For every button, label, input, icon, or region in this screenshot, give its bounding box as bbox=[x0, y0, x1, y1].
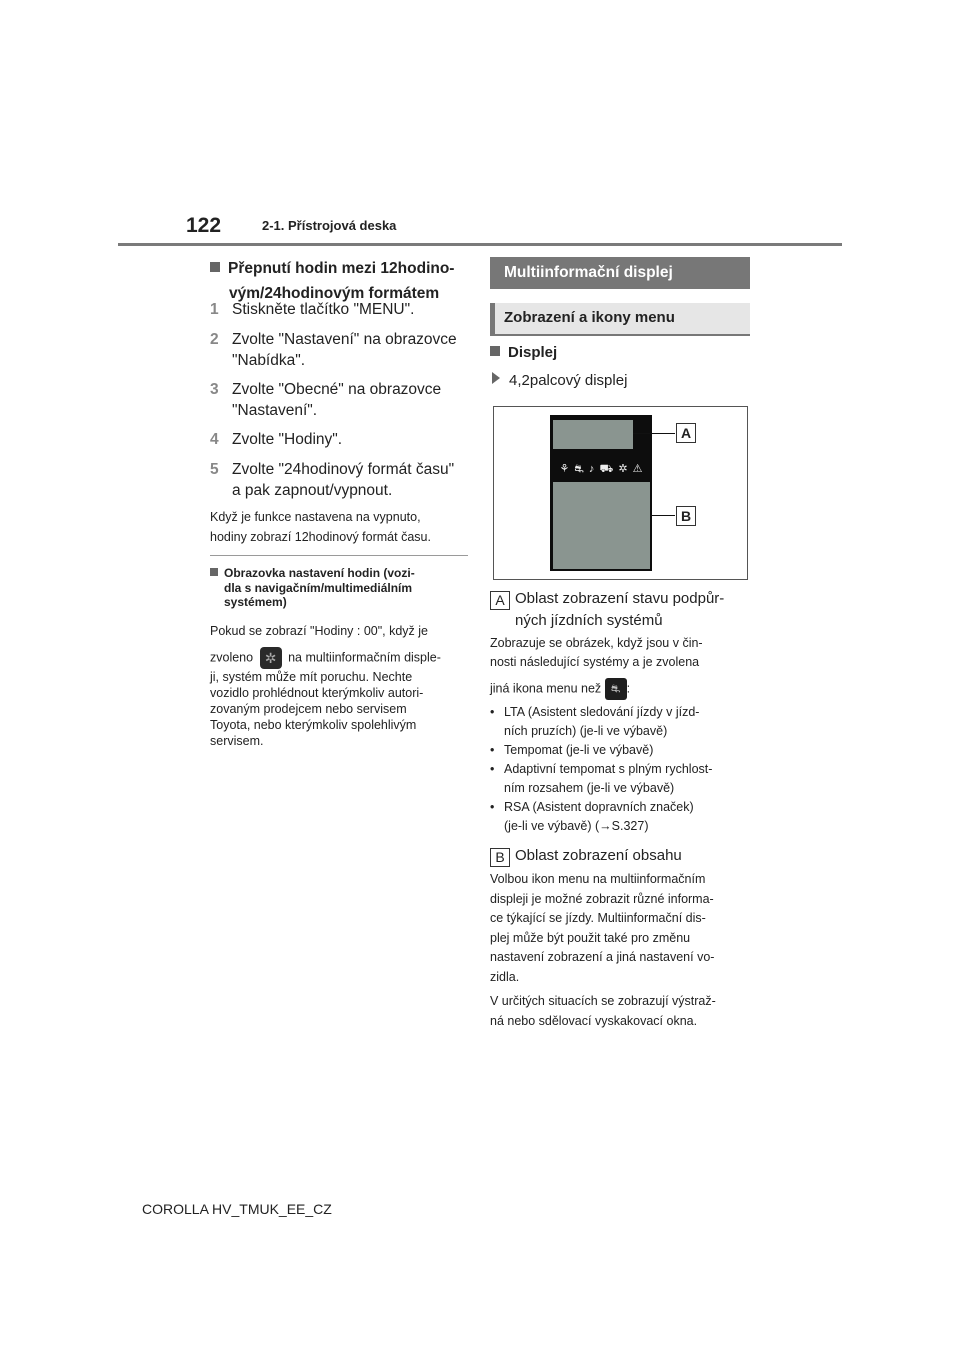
square-bullet-icon bbox=[210, 568, 218, 576]
callout-b: B bbox=[676, 506, 696, 526]
a-title bbox=[490, 588, 750, 631]
step-5 bbox=[210, 459, 468, 501]
step-text: Zvolte "Nastavení" na obrazovce bbox=[232, 331, 457, 348]
subsection-banner: Zobrazení a ikony menu bbox=[490, 303, 750, 336]
section-title: 2-1. Přístrojová deska bbox=[262, 218, 397, 233]
step-1 bbox=[210, 299, 468, 320]
body-line bbox=[210, 647, 468, 669]
b-desc-line: zidla. bbox=[490, 969, 520, 984]
left-heading-line: vým/24hodinovým formátem bbox=[229, 285, 440, 302]
b-desc-line: ce týkající se jízdy. Multiinformační dis- bbox=[490, 911, 706, 925]
body-text: zvoleno bbox=[210, 650, 254, 665]
step-text-cont: "Nabídka". bbox=[232, 352, 306, 369]
left-note bbox=[210, 508, 468, 547]
list-item: • RSA (Asistent dopravních značek) (je-li ve výbavě) (→S.327) bbox=[490, 798, 750, 836]
label-b: B bbox=[490, 848, 510, 867]
b-desc-line: Volbou ikon menu na multiinformačním bbox=[490, 872, 706, 886]
step-text: Stiskněte tlačítko "MENU". bbox=[232, 301, 415, 318]
right-heading-text: Displej bbox=[508, 344, 558, 361]
step-number: 3 bbox=[210, 381, 219, 398]
step-number: 2 bbox=[210, 331, 219, 348]
a-desc-text: jiná ikona menu než bbox=[490, 681, 602, 696]
a-title-line: Oblast zobrazení stavu podpůr- bbox=[515, 590, 725, 607]
right-subhead-text: 4,2palcový displej bbox=[509, 372, 628, 389]
step-number: 1 bbox=[210, 301, 219, 318]
subheading-line: Obrazovka nastavení hodin (vozi- bbox=[224, 566, 415, 580]
triangle-bullet-icon bbox=[492, 372, 500, 384]
subheading-line: systémem) bbox=[224, 595, 287, 609]
right-heading bbox=[490, 343, 750, 363]
note-line: hodiny zobrazí 12hodinový formát času. bbox=[210, 529, 431, 544]
step-2 bbox=[210, 329, 468, 371]
list-item: • Adaptivní tempomat s plným rychlost- ním rozsahem (je-li ve výbavě) bbox=[490, 760, 750, 798]
a-desc bbox=[490, 634, 750, 700]
a-list bbox=[490, 703, 750, 836]
a-desc-line: nosti následující systémy a je zvolena bbox=[490, 655, 700, 669]
header-rule bbox=[118, 243, 842, 246]
body-line: zovaným prodejcem nebo servisem bbox=[210, 702, 407, 716]
body-line: servisem. bbox=[210, 734, 264, 748]
b-desc2 bbox=[490, 992, 750, 1031]
driving-assist-icon: ⛐ bbox=[605, 678, 627, 700]
display-area-b bbox=[553, 482, 650, 569]
left-heading-line: Přepnutí hodin mezi 12hodino- bbox=[228, 260, 455, 277]
b-desc-line: plej může být použit také pro změnu bbox=[490, 930, 691, 945]
step-text: Zvolte "24hodinový formát času" bbox=[232, 461, 455, 478]
list-item: • Tempomat (je-li ve výbavě) bbox=[490, 741, 750, 760]
b-desc-line: nastavení zobrazení a jiná nastavení vo- bbox=[490, 950, 715, 964]
footer-model-code: COROLLA HV_TMUK_EE_CZ bbox=[142, 1201, 332, 1217]
b-desc-line: ná nebo sdělovací vyskakovací okna. bbox=[490, 1013, 698, 1028]
display-area-a bbox=[553, 420, 633, 449]
a-desc-line: Zobrazuje se obrázek, když jsou v čin- bbox=[490, 636, 703, 650]
a-desc-line bbox=[490, 678, 750, 700]
b-title bbox=[490, 845, 750, 867]
left-subheading bbox=[210, 566, 468, 610]
body-line: Toyota, nebo kterýmkoliv spolehlivým bbox=[210, 718, 417, 732]
menu-icon-strip: ⚘ ⛐ ♪ ⛟ ✲ ⚠ bbox=[559, 463, 644, 475]
left-divider bbox=[210, 555, 468, 556]
step-text: Zvolte "Obecné" na obrazovce bbox=[232, 381, 442, 398]
step-text: Zvolte "Hodiny". bbox=[232, 431, 343, 448]
body-text: na multiinformačním disple- bbox=[288, 650, 441, 665]
step-text-cont: a pak zapnout/vypnout. bbox=[232, 482, 393, 499]
right-subhead bbox=[490, 371, 750, 391]
leader-line-a bbox=[633, 433, 675, 434]
step-number: 4 bbox=[210, 431, 219, 448]
step-4 bbox=[210, 429, 468, 450]
a-desc-text: : bbox=[626, 681, 631, 696]
leader-line-b bbox=[650, 515, 675, 516]
note-line: Když je funkce nastavena na vypnuto, bbox=[210, 510, 421, 524]
left-body bbox=[210, 623, 468, 749]
square-bullet-icon bbox=[490, 346, 500, 356]
b-desc bbox=[490, 870, 750, 987]
step-3 bbox=[210, 379, 468, 421]
body-line: ji, systém může mít poruchu. Nechte bbox=[210, 670, 413, 684]
square-bullet-icon bbox=[210, 262, 220, 272]
step-number: 5 bbox=[210, 461, 219, 478]
label-a: A bbox=[490, 591, 510, 610]
step-text-cont: "Nastavení". bbox=[232, 402, 318, 419]
b-title-text: Oblast zobrazení obsahu bbox=[515, 847, 682, 864]
a-title-line: ných jízdních systémů bbox=[515, 612, 663, 629]
list-item: • LTA (Asistent sledování jízdy v jízd- ních pruzích) (je-li ve výbavě) bbox=[490, 703, 750, 741]
b-desc-line: displeji je možné zobrazit různé informa- bbox=[490, 891, 714, 906]
gear-icon: ✲ bbox=[260, 647, 282, 669]
subheading-line: dla s navigačním/multimediálním bbox=[224, 580, 413, 595]
body-line: Pokud se zobrazí "Hodiny : 00", když je bbox=[210, 624, 429, 638]
callout-a: A bbox=[676, 423, 696, 443]
section-banner: Multiinformační displej bbox=[490, 257, 750, 289]
page-number: 122 bbox=[186, 214, 222, 237]
body-line: vozidlo prohlédnout kterýmkoliv autori- bbox=[210, 686, 424, 700]
b-desc-line: V určitých situacích se zobrazují výstraž- bbox=[490, 994, 716, 1008]
